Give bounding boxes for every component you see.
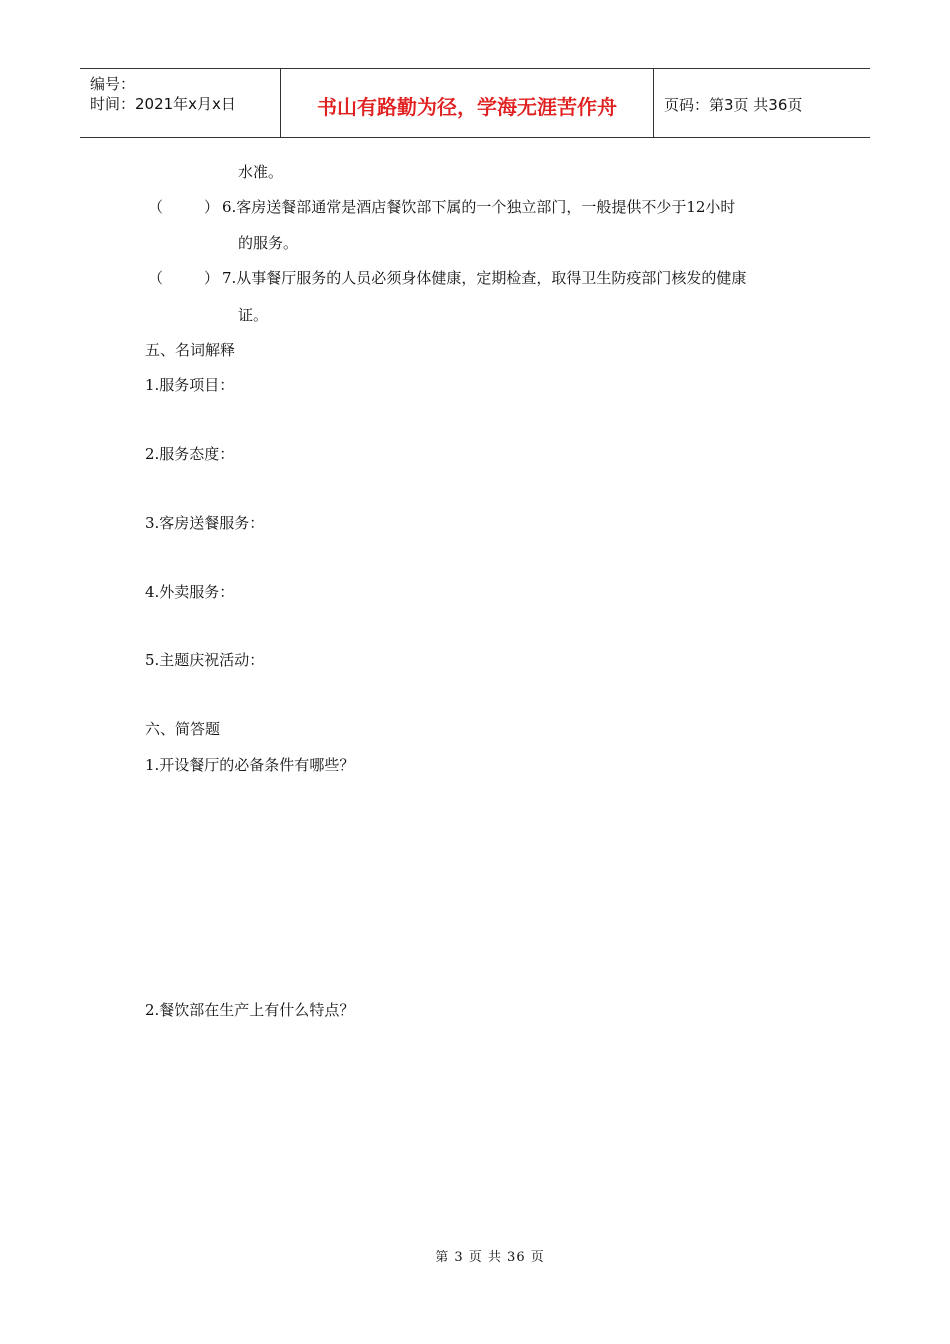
continuation-text: 水准。 <box>238 163 284 181</box>
question-item-line: 6.客房送餐部通常是酒店餐饮部下属的一个独立部门，一般提供不少于12小时 <box>222 198 736 216</box>
term-item: 3.客房送餐服务： <box>145 514 265 532</box>
header-page-cell <box>654 69 870 137</box>
question-item-line: 7.从事餐厅服务的人员必须身体健康，定期检查，取得卫生防疫部门核发的健康 <box>222 269 747 287</box>
question-item: 1.开设餐厅的必备条件有哪些？ <box>145 756 355 774</box>
answer-paren-close: ） <box>204 269 220 287</box>
question-item-line: 的服务。 <box>238 234 299 252</box>
answer-paren-open: （ <box>148 198 164 216</box>
question-item: 2.餐饮部在生产上有什么特点？ <box>145 1001 355 1019</box>
section-title: 五、名词解释 <box>145 341 236 359</box>
term-item: 4.外卖服务： <box>145 583 235 601</box>
document-header <box>80 68 870 138</box>
motto-text: 书山有路勤为径，学海无涯苦作舟 <box>317 95 617 119</box>
term-item: 1.服务项目： <box>145 376 235 394</box>
page-code: 页码：第3页 共36页 <box>664 96 803 114</box>
header-left-cell <box>80 69 281 137</box>
term-item: 5.主题庆祝活动： <box>145 651 265 669</box>
section-title: 六、简答题 <box>145 720 221 738</box>
question-item-line: 证。 <box>238 306 269 324</box>
time-label: 时间：2021年x月x日 <box>90 95 236 113</box>
page-footer: 第 3 页 共 36 页 <box>435 1250 545 1265</box>
header-motto-cell <box>281 69 654 137</box>
term-item: 2.服务态度： <box>145 445 235 463</box>
answer-paren-open: （ <box>148 269 164 287</box>
answer-paren-close: ） <box>204 198 220 216</box>
number-label: 编号： <box>90 75 136 93</box>
